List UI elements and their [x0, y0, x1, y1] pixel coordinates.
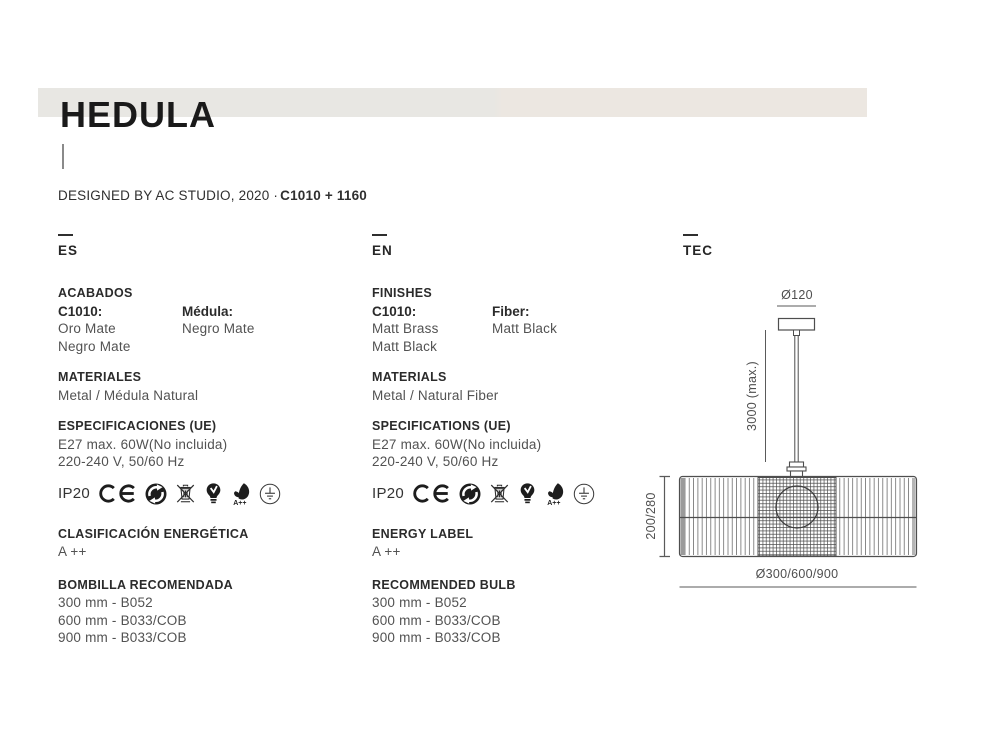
finish-value: Matt Brass [372, 321, 439, 336]
ce-mark-icon [412, 483, 452, 504]
finish-col1-title: C1010: [58, 303, 103, 319]
section-heading: ESPECIFICACIONES (UE) [58, 419, 217, 433]
section-specs-es [58, 418, 358, 507]
section-heading: BOMBILLA RECOMENDADA [58, 577, 233, 592]
recycle-icon [459, 483, 481, 505]
title-tick-mark [62, 144, 64, 169]
finish-col2-title: Médula: [182, 303, 234, 319]
bulb-option: 900 mm - B033/COB [372, 630, 501, 645]
bulb-icon [204, 482, 223, 505]
spec-line: E27 max. 60W(No incluida) [58, 436, 228, 452]
bulb-option: 600 mm - B033/COB [58, 612, 187, 628]
energy-class-label: A++ [547, 499, 561, 506]
finish-col2-title: Fiber: [492, 303, 530, 319]
energy-value: A ++ [58, 544, 87, 559]
finish-col1-title: C1010: [372, 303, 417, 319]
section-heading: ACABADOS [58, 286, 133, 300]
section-finishes-es [58, 285, 358, 355]
model-code: C1010 + 1160 [280, 188, 367, 203]
ce-mark-icon [98, 483, 138, 504]
energy-value: A ++ [372, 544, 401, 559]
materials-value: Metal / Médula Natural [58, 387, 199, 403]
section-specs-en [372, 418, 672, 507]
product-title: HEDULA [60, 94, 216, 135]
dim-canopy-diameter: Ø120 [781, 288, 813, 302]
pendant-lamp-technical-drawing [640, 272, 940, 602]
earth-icon [573, 483, 595, 505]
spec-line: 220-240 V, 50/60 Hz [58, 454, 185, 469]
ip-rating: IP20 [58, 485, 91, 502]
section-bulb-en [372, 577, 672, 647]
section-heading: MATERIALES [58, 370, 142, 384]
bulb-option: 300 mm - B052 [58, 595, 153, 610]
column-english [372, 234, 672, 647]
dim-cable-length: 3000 (max.) [745, 361, 759, 431]
section-heading: CLASIFICACIÓN ENERGÉTICA [58, 526, 249, 541]
earth-icon [259, 483, 281, 505]
lang-label-en: EN [372, 243, 393, 258]
section-materials-es [58, 369, 358, 404]
finish-value: Oro Mate [58, 321, 116, 336]
finish-value: Negro Mate [58, 338, 131, 354]
dim-shade-diameters: Ø300/600/900 [755, 567, 839, 581]
column-dash [372, 234, 387, 236]
section-materials-en [372, 369, 672, 404]
bulb-option: 900 mm - B033/COB [58, 630, 187, 645]
column-dash [683, 234, 698, 236]
section-heading: FINISHES [372, 286, 433, 300]
recycle-icon [145, 483, 167, 505]
lang-label-es: ES [58, 243, 79, 258]
section-heading: MATERIALS [372, 370, 447, 384]
designed-by-text: DESIGNED BY AC STUDIO, 2020 · [58, 188, 279, 203]
section-heading: SPECIFICATIONS (UE) [372, 419, 511, 433]
certification-icons-row [58, 481, 358, 507]
column-spanish [58, 234, 358, 647]
weee-bin-icon [488, 482, 511, 505]
certification-icons-row [372, 481, 672, 507]
column-technical [683, 234, 983, 258]
section-bulb-es [58, 577, 358, 647]
section-finishes-en [372, 285, 672, 355]
finish-value: Matt Black [492, 321, 558, 336]
finish-value: Negro Mate [182, 321, 255, 336]
lang-label-tec: TEC [683, 243, 713, 258]
energy-leaf-icon [544, 482, 566, 506]
energy-class-label: A++ [233, 499, 247, 506]
section-heading: ENERGY LABEL [372, 526, 474, 541]
section-energy-es [58, 526, 358, 561]
section-energy-en [372, 526, 672, 561]
designed-by-line [58, 188, 367, 203]
materials-value: Metal / Natural Fiber [372, 387, 499, 403]
bulb-icon [518, 482, 537, 505]
finish-value: Matt Black [372, 338, 438, 354]
bulb-option: 600 mm - B033/COB [372, 612, 501, 628]
energy-leaf-icon [230, 482, 252, 506]
spec-line: E27 max. 60W(No incluida) [372, 436, 542, 452]
spec-line: 220-240 V, 50/60 Hz [372, 454, 499, 469]
ip-rating: IP20 [372, 485, 405, 502]
column-dash [58, 234, 73, 236]
bulb-option: 300 mm - B052 [372, 595, 467, 610]
weee-bin-icon [174, 482, 197, 505]
dim-shade-height: 200/280 [644, 492, 658, 540]
section-heading: RECOMMENDED BULB [372, 577, 516, 592]
